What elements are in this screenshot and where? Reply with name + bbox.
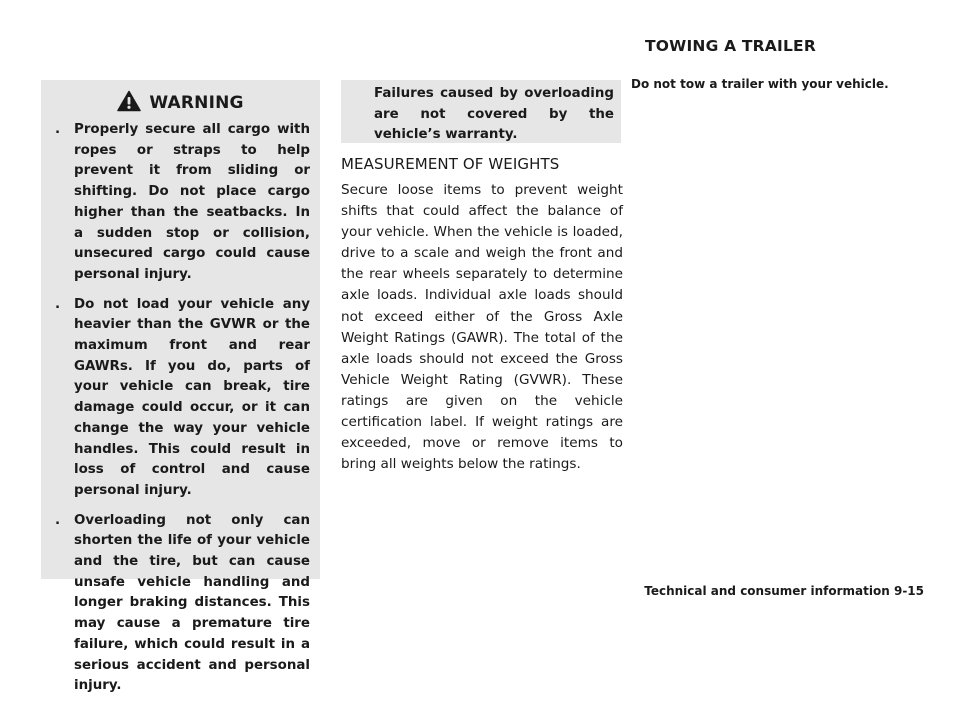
warning-item-text: Do not load your vehicle any heavier than the GVWR or the maximum front and rear GAWRs. If you do, parts of your vehicle can break, tire damage could occur, or it can change the way your vehicle handles. This could result in loss of control and cause personal injury.: [74, 296, 310, 498]
warning-header: [41, 88, 320, 118]
warning-box: [41, 80, 320, 694]
warning-list: [53, 120, 310, 706]
warning-item-text: Properly secure all cargo with ropes or straps to help prevent it from sliding or shifting. Do not place cargo higher than the seatbacks. In a sudden stop or collision, unsecured cargo could cause personal injury.: [74, 122, 310, 282]
measurement-heading: MEASUREMENT OF WEIGHTS: [341, 155, 560, 173]
warning-triangle-icon: [117, 90, 141, 116]
towing-heading: TOWING A TRAILER: [645, 37, 816, 55]
page-footer: Technical and consumer information 9-15: [644, 584, 924, 598]
measurement-body: Secure loose items to prevent weight shifts that could affect the balance of your vehicle. When the vehicle is loaded, drive to a scale and weigh the front and the rear wheels separately to determine axle loads. Individual axle loads should not exceed either of the Gross Axle Weight Ratings (GAWR). The total of the axle loads should not exceed the Gross Vehicle Weight Rating (GVWR). These ratings are given on the vehicle certification label. If weight ratings are exceeded, move or remove items to bring all weights below the ratings.: [341, 182, 623, 473]
bullet-marker: .: [55, 296, 61, 312]
warning-continued-text: Failures caused by overloading are not covered by the vehicle’s warranty.: [374, 86, 614, 143]
bullet-marker: .: [55, 512, 61, 528]
warning-item: [53, 295, 310, 502]
warning-item-text: Overloading not only can shorten the life of your vehicle and the tire, but can cause unsafe vehicle handling and longer braking distances. This may cause a premature tire failure, which could result in a serious accident and personal injury.: [74, 512, 310, 694]
warning-continued-box: [341, 80, 621, 143]
warning-item: [53, 120, 310, 286]
towing-text: Do not tow a trailer with your vehicle.: [631, 77, 889, 91]
warning-item: [53, 511, 310, 697]
bullet-marker: .: [55, 122, 61, 137]
warning-title: WARNING: [149, 93, 244, 113]
